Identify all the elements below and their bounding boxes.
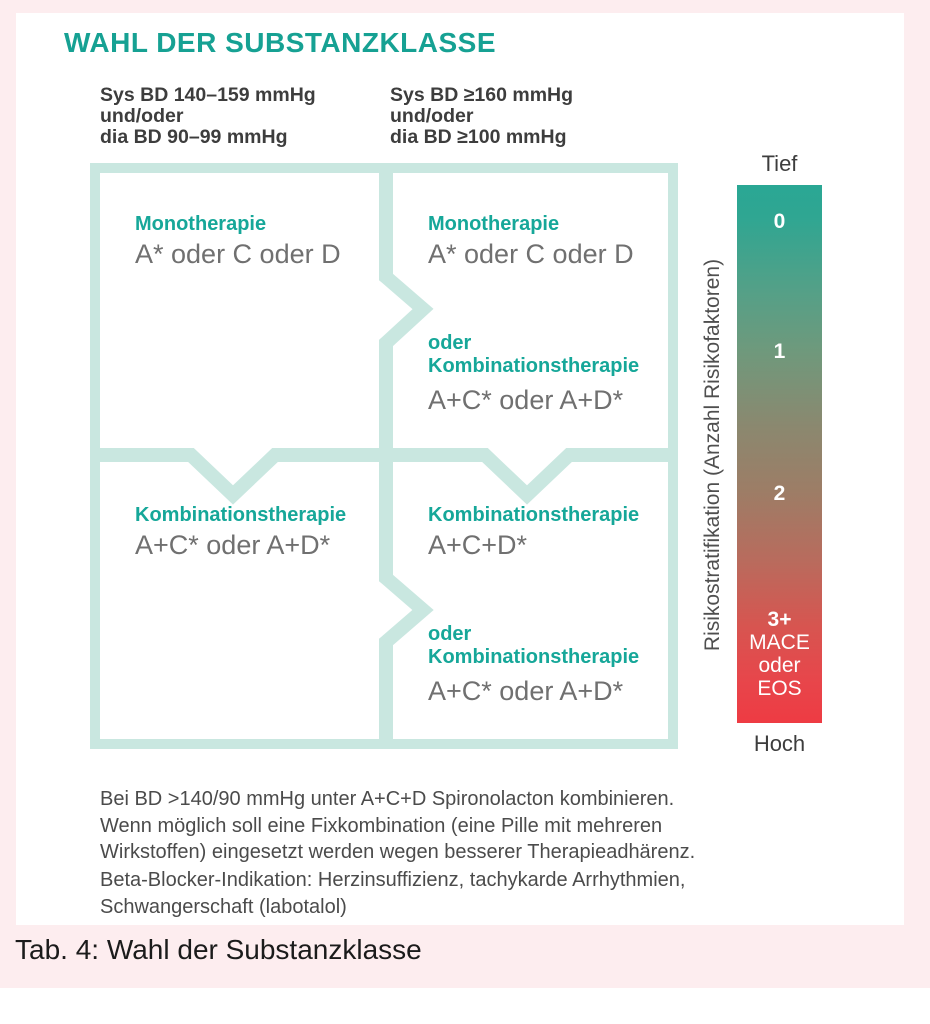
column-header-left-line2: und/oder <box>100 105 184 127</box>
risk-level-2: 2 <box>773 482 786 505</box>
footer-paragraph-1 <box>100 786 695 866</box>
footer-p1-line2: Wenn möglich soll eine Fixkombination (eine Pille mit mehreren <box>100 814 663 837</box>
top-right-box-value: A* oder C oder D <box>428 239 634 269</box>
column-header-right <box>390 85 573 148</box>
top-right-or-line2: Kombinationstherapie <box>428 355 640 377</box>
bottom-right-box-or-value: A+C* oder A+D* <box>428 676 624 706</box>
footer-paragraph-2 <box>100 867 685 920</box>
risk-level-0: 0 <box>773 210 786 233</box>
table-caption: Tab. 4: Wahl der Substanzklasse <box>15 934 422 965</box>
column-header-left-line1: Sys BD 140–159 mmHg <box>100 84 316 106</box>
risk-level-1: 1 <box>773 340 786 363</box>
top-right-box-or-label <box>428 332 639 378</box>
top-right-box-or-value: A+C* oder A+D* <box>428 385 624 415</box>
column-header-left <box>100 85 316 148</box>
top-right-box-label: Monotherapie <box>428 213 560 235</box>
risk-level-3plus-line4: EOS <box>757 677 802 700</box>
footer-p2-line1: Beta-Blocker-Indikation: Herzinsuffizienz, tachykarde Arrhythmien, <box>100 869 686 891</box>
footer-p2-line2: Schwangerschaft (labotalol) <box>100 895 347 918</box>
bottom-left-box-value: A+C* oder A+D* <box>135 530 331 560</box>
bottom-right-box-value: A+C+D* <box>428 530 528 560</box>
column-header-right-line2: und/oder <box>390 105 474 127</box>
risk-scale-axis-label: Risikostratifikation (Anzahl Risikofaktoren) <box>701 258 724 652</box>
column-header-right-line3: dia BD ≥100 mmHg <box>390 126 567 148</box>
bottom-left-box-label: Kombinationstherapie <box>135 504 347 526</box>
bottom-right-or-line1: oder <box>428 623 472 645</box>
footer-p1-line3: Wirkstoffen) eingesetzt werden wegen besserer Therapieadhärenz. <box>100 841 696 863</box>
top-right-or-line1: oder <box>428 332 472 354</box>
column-header-right-line1: Sys BD ≥160 mmHg <box>390 84 574 106</box>
risk-level-3plus-line2: MACE <box>749 631 810 654</box>
footer-p1-line1: Bei BD >140/90 mmHg unter A+C+D Spironolacton kombinieren. <box>100 788 675 810</box>
bottom-right-or-line2: Kombinationstherapie <box>428 646 640 668</box>
risk-level-3plus <box>737 608 822 700</box>
bottom-right-box-or-label <box>428 623 639 669</box>
risk-level-3plus-line3: oder <box>758 654 801 677</box>
risk-scale-low-label: Tief <box>761 151 798 176</box>
risk-level-3plus-line1: 3+ <box>767 608 792 631</box>
bottom-right-box-label: Kombinationstherapie <box>428 504 640 526</box>
top-left-box-label: Monotherapie <box>135 213 267 235</box>
figure-title: WAHL DER SUBSTANZKLASSE <box>64 27 497 58</box>
column-header-left-line3: dia BD 90–99 mmHg <box>100 126 288 148</box>
risk-scale-high-label: Hoch <box>753 731 806 756</box>
top-left-box-value: A* oder C oder D <box>135 239 341 269</box>
